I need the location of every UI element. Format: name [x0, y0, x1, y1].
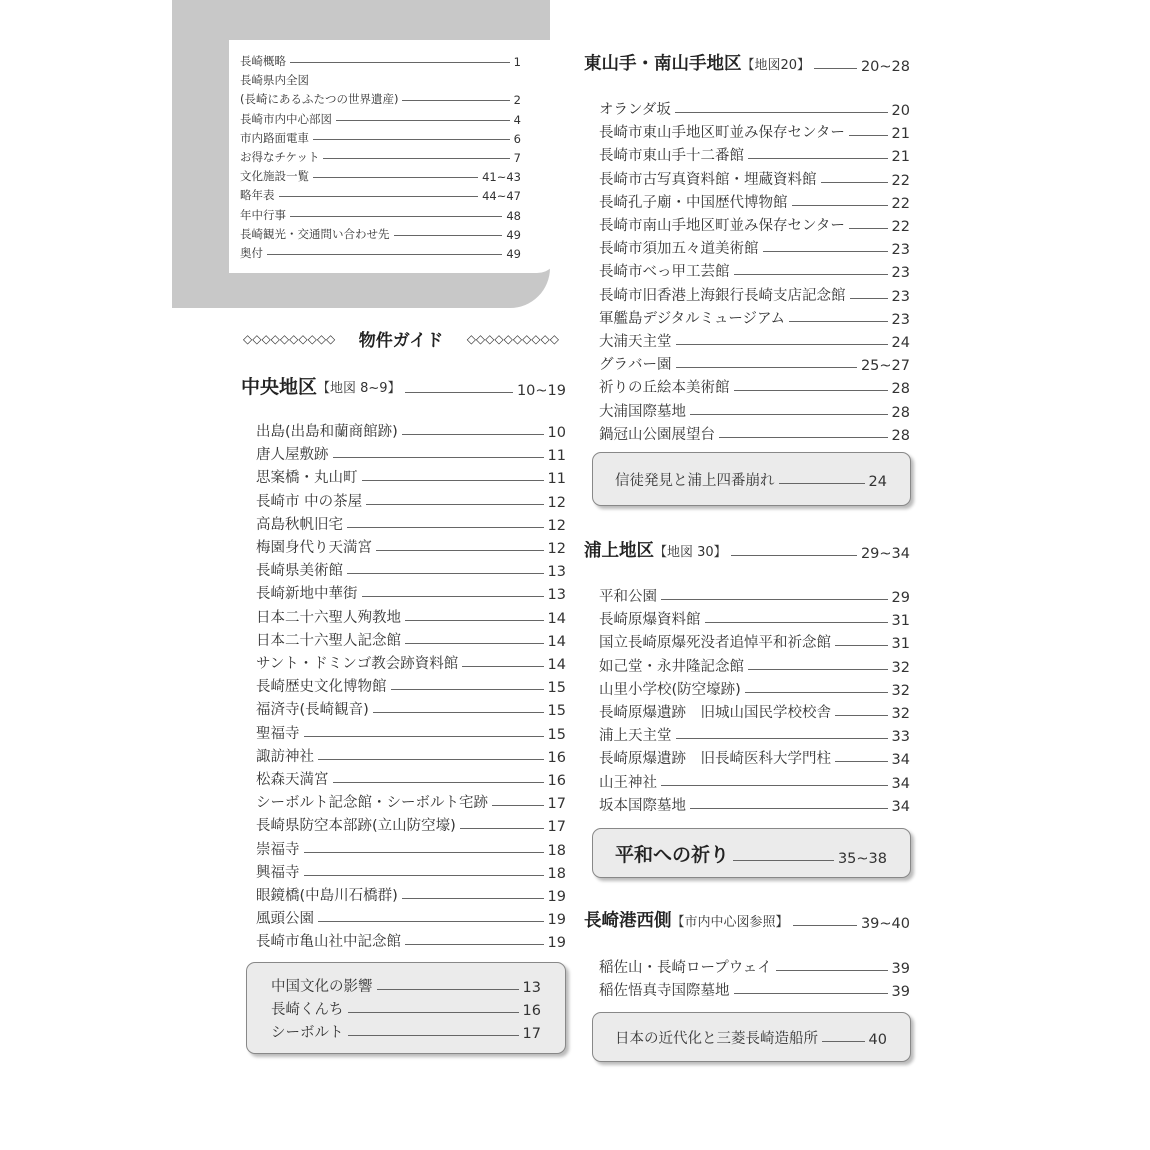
urakami-item-title: 長崎原爆資料館	[599, 612, 701, 629]
leader-line	[835, 645, 888, 646]
chuo-item-page: 19	[547, 889, 566, 905]
leader-line	[792, 205, 888, 206]
section-urakami-pages: 29~34	[860, 546, 910, 562]
leader-line	[835, 715, 888, 716]
leader-line	[719, 437, 888, 438]
leader-line	[733, 860, 834, 861]
chuo-item-title: 高島秋帆旧宅	[256, 516, 343, 533]
chuo-box-item-title: 中国文化の影響	[271, 979, 373, 995]
toc-item[interactable]	[240, 168, 521, 184]
higashi-item-title: 長崎孔子廟・中国歴代博物館	[599, 194, 788, 211]
column-box-item-page: 40	[868, 1032, 887, 1048]
urakami-item[interactable]	[599, 747, 910, 768]
leader-line	[492, 805, 544, 806]
chuo-item[interactable]	[256, 652, 566, 673]
leader-line	[734, 274, 888, 275]
chuo-box-item-page: 13	[522, 980, 541, 996]
leader-line	[336, 120, 510, 121]
higashi-item-page: 20	[891, 103, 910, 119]
leader-line	[405, 944, 544, 945]
leader-line	[405, 392, 513, 393]
chuo-item[interactable]	[256, 559, 566, 580]
leader-line	[850, 298, 888, 299]
section-chuo-title: 中央地区	[241, 376, 318, 398]
section-higashi-title: 東山手・南山手地区	[584, 54, 742, 74]
leader-line	[748, 158, 888, 159]
urakami-item-title: 如己堂・永井隆記念館	[599, 658, 744, 675]
higashi-item[interactable]	[599, 214, 910, 235]
higashi-item[interactable]	[599, 307, 910, 328]
chuo-item-title: 日本二十六聖人殉教地	[256, 609, 401, 626]
higashi-item-page: 23	[891, 288, 910, 305]
section-urakami-title: 浦上地区	[584, 541, 654, 561]
chuo-item-title: シーボルト記念館・シーボルト宅跡	[256, 795, 488, 812]
chuo-item-page: 16	[547, 749, 566, 766]
chuo-item-page: 15	[547, 680, 566, 697]
chuo-box-item[interactable]	[271, 975, 541, 996]
leader-line	[849, 135, 888, 136]
guide-ornament-right: ◇◇◇◇◇◇◇◇◇◇	[466, 331, 559, 346]
chuo-item-page: 17	[547, 796, 566, 813]
higashi-item[interactable]	[599, 191, 910, 212]
column-box-item	[615, 1027, 887, 1048]
chuo-item[interactable]	[256, 675, 566, 696]
chuo-item[interactable]	[256, 930, 566, 951]
higashi-item-page: 23	[891, 265, 910, 282]
leader-line	[279, 196, 479, 197]
toc-item-page: 49	[506, 227, 521, 242]
chuo-item[interactable]	[256, 536, 566, 557]
chuo-item-page: 11	[547, 448, 566, 465]
urakami-item-page: 33	[891, 729, 910, 746]
higashi-item-title: 祈りの丘絵本美術館	[599, 380, 730, 397]
leader-line	[391, 689, 544, 690]
chuo-item[interactable]	[256, 768, 566, 789]
higashi-item-title: 大浦天主堂	[599, 334, 672, 350]
toc-item-page: 4	[513, 112, 521, 127]
urakami-item[interactable]	[599, 631, 910, 652]
urakami-item-title: 山里小学校(防空壕跡)	[599, 681, 741, 698]
chuo-item-page: 15	[547, 703, 566, 720]
section-nishigawa-header[interactable]	[584, 907, 910, 932]
urakami-item-page: 34	[891, 775, 910, 792]
chuo-item[interactable]	[256, 443, 566, 464]
chuo-item-title: 長崎歴史文化博物館	[256, 679, 387, 696]
higashi-item[interactable]	[599, 121, 910, 142]
section-chuo-header[interactable]	[241, 372, 566, 399]
section-urakami-header[interactable]	[584, 537, 910, 562]
leader-line	[376, 550, 544, 551]
higashi-item[interactable]	[599, 144, 910, 165]
higashi-item-title: 長崎市古写真資料館・埋蔵資料館	[599, 171, 817, 188]
chuo-item-page: 12	[547, 517, 566, 534]
urakami-item[interactable]	[599, 701, 910, 722]
leader-line	[676, 738, 888, 739]
chuo-item-page: 13	[547, 564, 566, 581]
urakami-item-title: 平和公園	[599, 589, 657, 605]
leader-line	[789, 321, 888, 322]
leader-line	[405, 620, 544, 621]
toc-item[interactable]	[240, 149, 521, 165]
chuo-item-page: 14	[547, 610, 566, 627]
nishigawa-item[interactable]	[599, 956, 910, 977]
chuo-item[interactable]	[256, 582, 566, 603]
urakami-item[interactable]	[599, 655, 910, 676]
chuo-item-title: 長崎市亀山社中記念館	[256, 934, 401, 951]
chuo-item-page: 11	[547, 471, 566, 488]
chuo-item-page: 15	[547, 726, 566, 743]
leader-line	[731, 555, 857, 556]
higashi-item[interactable]	[599, 168, 910, 189]
section-nishigawa-title: 長崎港西側	[584, 911, 672, 931]
chuo-box-item[interactable]	[271, 998, 541, 1019]
toc-item[interactable]	[240, 187, 521, 203]
peace-row	[615, 840, 887, 867]
section-chuo-map: 【地図 8~9】	[317, 381, 401, 396]
column-box-item-title: 信徒発見と浦上四番崩れ	[615, 473, 775, 489]
higashi-item-title: 長崎市東山手十二番館	[599, 148, 744, 165]
higashi-item-title: 長崎市べっ甲工芸館	[599, 264, 730, 281]
leader-line	[779, 483, 865, 484]
urakami-item-page: 31	[891, 613, 910, 630]
chuo-item[interactable]	[256, 745, 566, 766]
chuo-item-page: 14	[547, 633, 566, 650]
higashi-item-page: 23	[891, 242, 910, 259]
chuo-item-page: 12	[547, 541, 566, 557]
urakami-item-page: 34	[891, 798, 910, 815]
column-box-chuo	[246, 962, 566, 1054]
toc-item[interactable]	[240, 245, 521, 261]
toc-box	[229, 40, 559, 273]
urakami-item-title: 国立長崎原爆死没者追悼平和祈念館	[599, 635, 831, 652]
higashi-item-title: 鍋冠山公園展望台	[599, 426, 715, 443]
leader-line	[675, 112, 888, 113]
chuo-item-title: 眼鏡橋(中島川石橋群)	[256, 888, 398, 904]
leader-line	[822, 1041, 865, 1042]
urakami-item[interactable]	[599, 585, 910, 606]
chuo-item[interactable]	[256, 513, 566, 534]
section-nishigawa-map: 【市内中心図参照】	[671, 915, 789, 930]
chuo-box-item-title: シーボルト	[271, 1025, 344, 1041]
higashi-item-page: 21	[891, 126, 910, 143]
leader-line	[690, 808, 888, 809]
guide-heading	[243, 326, 559, 351]
leader-line	[313, 177, 478, 178]
higashi-item-page: 22	[891, 195, 910, 212]
higashi-item-page: 24	[891, 335, 910, 351]
urakami-item-page: 32	[891, 682, 910, 699]
urakami-item[interactable]	[599, 771, 910, 792]
chuo-item-page: 18	[547, 865, 566, 882]
chuo-item[interactable]	[256, 629, 566, 650]
higashi-item-title: 長崎市旧香港上海銀行長崎支店記念館	[599, 287, 846, 304]
toc-item-title: お得なチケット	[240, 150, 320, 164]
higashi-item-title: 長崎市東山手地区町並み保存センター	[599, 125, 845, 142]
toc-item-title: 長崎観光・交通問い合わせ先	[240, 226, 390, 241]
leader-line	[313, 139, 510, 140]
leader-line	[267, 254, 502, 255]
chuo-item[interactable]	[256, 466, 566, 487]
toc-item-title: (長崎にあるふたつの世界遺産)	[240, 92, 399, 107]
higashi-item-page: 23	[891, 311, 910, 328]
nishigawa-item-title: 稲佐山・長崎ロープウェイ	[599, 960, 772, 976]
leader-line	[835, 761, 888, 762]
toc-item-page: 49	[506, 247, 521, 261]
section-chuo-pages: 10~19	[516, 383, 566, 399]
chuo-box-item[interactable]	[271, 1021, 541, 1042]
higashi-item[interactable]	[599, 353, 910, 374]
leader-line	[318, 921, 544, 922]
chuo-item-title: 崇福寺	[256, 841, 300, 858]
higashi-item-title: 長崎市須加五々道美術館	[599, 241, 759, 258]
toc-item-title: 奥付	[240, 246, 263, 260]
higashi-item-page: 28	[891, 381, 910, 398]
leader-line	[348, 1035, 519, 1036]
higashi-item[interactable]	[599, 284, 910, 305]
leader-line	[763, 251, 888, 252]
urakami-item[interactable]	[599, 678, 910, 699]
higashi-item[interactable]	[599, 98, 910, 119]
chuo-item-title: 長崎市 中の茶屋	[256, 493, 363, 510]
peace-title: 平和への祈り	[615, 844, 730, 866]
nishigawa-item[interactable]	[599, 979, 910, 1000]
leader-line	[362, 596, 544, 597]
chuo-item-title: 長崎県美術館	[256, 563, 343, 580]
column-box-nishigawa[interactable]	[592, 1012, 911, 1062]
higashi-item-page: 28	[891, 427, 910, 444]
urakami-item-title: 浦上天主堂	[599, 728, 672, 745]
chuo-item-page: 12	[547, 494, 566, 511]
higashi-item-title: 大浦国際墓地	[599, 403, 686, 420]
leader-line	[690, 414, 888, 415]
higashi-item-title: グラバー園	[599, 357, 672, 374]
chuo-item-title: 唐人屋敷跡	[256, 447, 329, 464]
urakami-item-page: 34	[891, 752, 910, 769]
urakami-item-page: 32	[891, 659, 910, 676]
chuo-item-title: 松森天満宮	[256, 772, 329, 788]
toc-item-title: 市内路面電車	[240, 130, 309, 145]
chuo-item[interactable]	[256, 698, 566, 719]
chuo-box-item-page: 17	[522, 1026, 541, 1042]
leader-line	[333, 782, 544, 783]
leader-line	[676, 367, 857, 368]
higashi-item-page: 22	[891, 219, 910, 235]
leader-line	[814, 68, 857, 69]
leader-line	[362, 480, 544, 481]
guide-ornament-left: ◇◇◇◇◇◇◇◇◇◇	[243, 331, 336, 346]
leader-line	[323, 158, 509, 159]
chuo-item-title: 福済寺(長崎観音)	[256, 702, 369, 719]
leader-line	[366, 504, 543, 505]
leader-line	[676, 344, 888, 345]
chuo-item-title: 風頭公園	[256, 911, 314, 928]
chuo-item-page: 19	[547, 935, 566, 952]
chuo-item-page: 17	[547, 819, 566, 836]
chuo-item-title: 聖福寺	[256, 725, 300, 742]
leader-line	[377, 989, 519, 990]
urakami-item-title: 山王神社	[599, 774, 657, 791]
toc-item[interactable]	[240, 72, 521, 88]
chuo-item-title: 日本二十六聖人記念館	[256, 632, 401, 649]
leader-line	[748, 669, 888, 670]
chuo-item-page: 19	[547, 912, 566, 929]
chuo-item-title: 出島(出島和蘭商館跡)	[256, 424, 398, 440]
toc-item[interactable]	[240, 207, 521, 223]
urakami-item-page: 32	[891, 706, 910, 722]
leader-line	[333, 457, 544, 458]
chuo-box-item-title: 長崎くんち	[271, 1002, 344, 1018]
column-box-item-page: 24	[868, 474, 887, 490]
higashi-item-page: 25~27	[860, 358, 910, 375]
column-box-higashi[interactable]	[592, 452, 911, 506]
toc-item-page: 44~47	[482, 189, 521, 204]
chuo-item[interactable]	[256, 420, 566, 441]
chuo-item-title: 長崎新地中華街	[256, 586, 358, 603]
section-higashi-header[interactable]	[584, 50, 910, 75]
leader-line	[347, 527, 544, 528]
leader-line	[734, 390, 888, 391]
urakami-item-title: 長崎原爆遺跡 旧長崎医科大学門柱	[599, 751, 831, 768]
leader-line	[373, 712, 544, 713]
chuo-item[interactable]	[256, 907, 566, 928]
section-higashi-map: 【地図20】	[741, 58, 811, 73]
higashi-item-title: オランダ坂	[599, 102, 671, 118]
leader-line	[402, 898, 544, 899]
leader-line	[460, 828, 544, 829]
toc-item[interactable]	[240, 226, 521, 242]
urakami-item[interactable]	[599, 608, 910, 629]
toc-item-title: 長崎概略	[240, 54, 286, 68]
leader-line	[347, 573, 544, 574]
leader-line	[290, 216, 502, 217]
leader-line	[793, 925, 857, 926]
peace-box[interactable]	[592, 828, 911, 878]
guide-title: 物件ガイド	[358, 331, 444, 351]
urakami-item-page: 29	[891, 590, 910, 606]
leader-line	[304, 852, 544, 853]
chuo-item[interactable]	[256, 861, 566, 882]
toc-item-page: 1	[513, 55, 521, 69]
higashi-item[interactable]	[599, 376, 910, 397]
leader-line	[402, 434, 544, 435]
leader-line	[394, 235, 503, 236]
urakami-item[interactable]	[599, 794, 910, 815]
toc-item-title: 長崎県内全図	[240, 73, 309, 88]
toc-item-page: 2	[513, 93, 521, 108]
higashi-item-page: 21	[891, 149, 910, 166]
leader-line	[304, 736, 544, 737]
leader-line	[661, 785, 888, 786]
chuo-item-page: 10	[547, 425, 566, 441]
section-nishigawa-pages: 39~40	[860, 916, 910, 932]
chuo-item-page: 14	[547, 657, 566, 673]
leader-line	[661, 599, 888, 600]
leader-line	[705, 622, 888, 623]
higashi-item[interactable]	[599, 400, 910, 421]
higashi-item[interactable]	[599, 260, 910, 281]
leader-line	[318, 759, 544, 760]
leader-line	[849, 228, 888, 229]
higashi-item[interactable]	[599, 237, 910, 258]
toc-item-title: 略年表	[240, 188, 275, 203]
toc-item-page: 6	[513, 131, 521, 146]
section-higashi-pages: 20~28	[860, 59, 910, 75]
higashi-item[interactable]	[599, 330, 910, 351]
leader-line	[405, 643, 544, 644]
toc-item[interactable]	[240, 53, 521, 69]
chuo-item-page: 13	[547, 587, 566, 604]
chuo-item-title: 諏訪神社	[256, 748, 314, 765]
column-box-item-title: 日本の近代化と三菱長崎造船所	[615, 1031, 818, 1047]
urakami-item[interactable]	[599, 724, 910, 745]
leader-line	[776, 970, 888, 971]
chuo-item-page: 16	[547, 773, 566, 789]
chuo-item[interactable]	[256, 838, 566, 859]
leader-line	[402, 100, 509, 101]
chuo-item[interactable]	[256, 606, 566, 627]
toc-item-title: 年中行事	[240, 207, 286, 222]
leader-line	[462, 666, 543, 667]
toc-item-title: 文化施設一覧	[240, 169, 309, 184]
toc-item-page: 7	[513, 151, 521, 165]
nishigawa-item-title: 稲佐悟真寺国際墓地	[599, 983, 730, 1000]
leader-line	[304, 875, 544, 876]
toc-item[interactable]	[240, 111, 521, 127]
toc-item[interactable]	[240, 130, 521, 146]
chuo-item[interactable]	[256, 722, 566, 743]
higashi-item[interactable]	[599, 423, 910, 444]
chuo-item-title: 梅園身代り天満宮	[256, 540, 372, 556]
higashi-item-page: 28	[891, 404, 910, 421]
chuo-item[interactable]	[256, 884, 566, 905]
toc-item[interactable]	[240, 91, 521, 107]
chuo-item[interactable]	[256, 490, 566, 511]
higashi-item-title: 軍艦島デジタルミュージアム	[599, 310, 786, 327]
toc-item-page: 48	[506, 208, 521, 223]
peace-pages: 35~38	[837, 851, 887, 867]
leader-line	[745, 692, 888, 693]
higashi-item-page: 22	[891, 172, 910, 189]
chuo-item-page: 18	[547, 842, 566, 859]
chuo-box-item-page: 16	[522, 1003, 541, 1019]
urakami-item-page: 31	[891, 636, 910, 653]
chuo-item[interactable]	[256, 791, 566, 812]
chuo-item[interactable]	[256, 814, 566, 835]
column-box-item	[615, 469, 887, 490]
chuo-item-title: 思案橋・丸山町	[256, 470, 358, 487]
higashi-item-title: 長崎市南山手地区町並み保存センター	[599, 218, 845, 234]
chuo-item-title: 興福寺	[256, 864, 300, 881]
chuo-item-title: サント・ドミンゴ教会跡資料館	[256, 656, 459, 672]
leader-line	[290, 62, 510, 63]
leader-line	[348, 1012, 519, 1013]
toc-item-title: 長崎市内中心部図	[240, 111, 332, 126]
toc-item-page: 41~43	[482, 170, 521, 185]
leader-line	[821, 182, 888, 183]
chuo-item-title: 長崎県防空本部跡(立山防空壕)	[256, 818, 456, 835]
urakami-item-title: 長崎原爆遺跡 旧城山国民学校校舎	[599, 705, 831, 721]
leader-line	[734, 993, 888, 994]
nishigawa-item-page: 39	[891, 984, 910, 1001]
urakami-item-title: 坂本国際墓地	[599, 797, 686, 814]
section-urakami-map: 【地図 30】	[654, 545, 727, 560]
nishigawa-item-page: 39	[891, 961, 910, 977]
